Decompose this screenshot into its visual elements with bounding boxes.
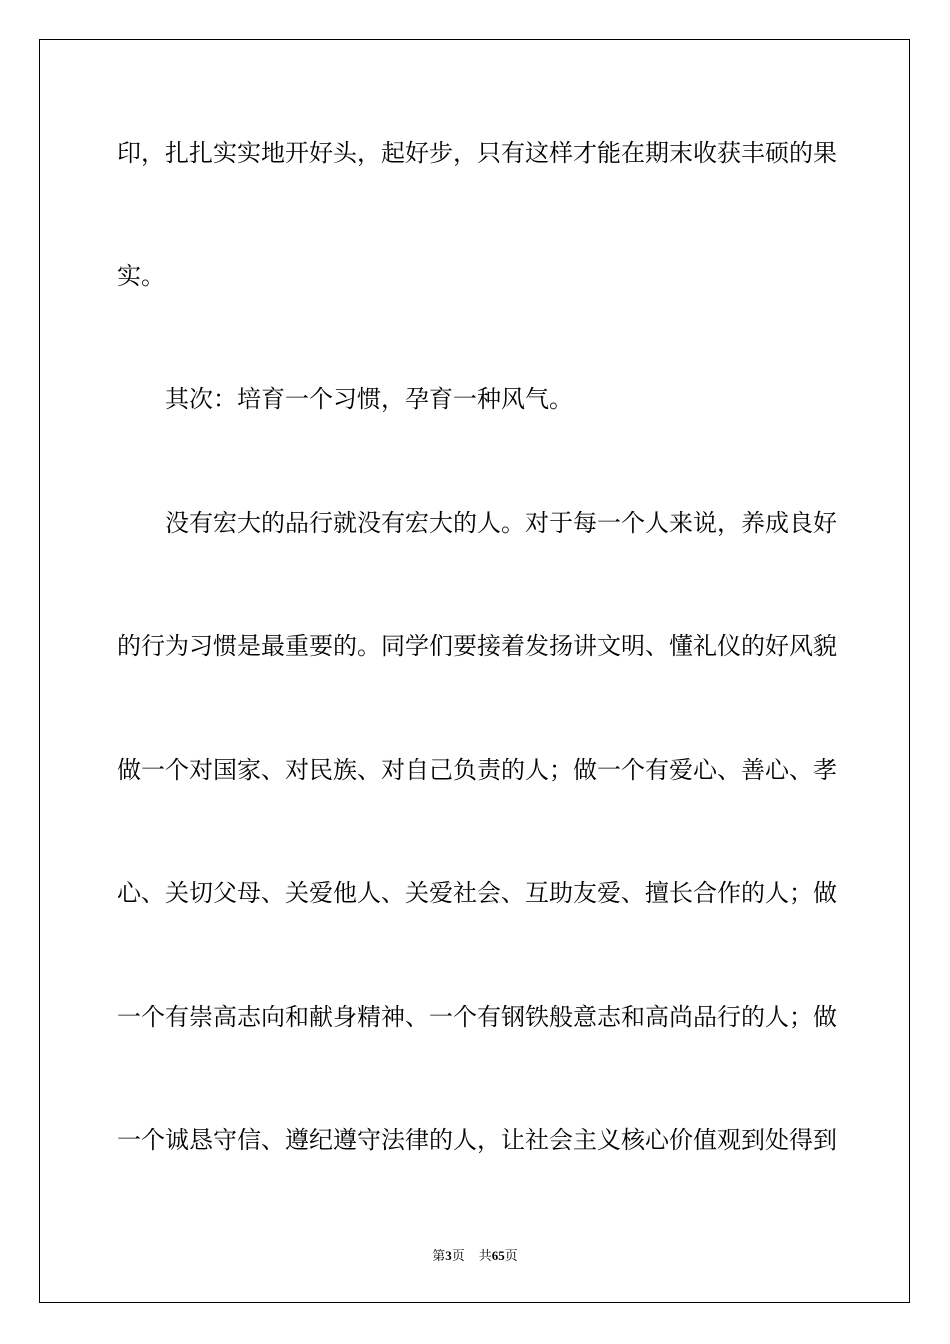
section-heading: 其次：培育一个习惯，孕育一种风气。 — [165, 385, 573, 413]
footer-page-prefix: 第 — [432, 1249, 446, 1264]
page-footer — [0, 1248, 950, 1265]
footer-total-suffix: 页 — [504, 1249, 518, 1264]
body-line-8: 一个有崇高志向和献身精神、一个有钢铁般意志和高尚品行的人；做 — [117, 1003, 837, 1031]
footer-total-prefix: 共 — [478, 1249, 492, 1264]
body-line-7: 心、关切父母、关爱他人、关爱社会、互助友爱、擅长合作的人；做 — [117, 879, 837, 907]
footer-total-pages: 65 — [491, 1248, 505, 1263]
body-line-9: 一个诚恳守信、遵纪遵守法律的人，让社会主义核心价值观到处得到 — [117, 1126, 837, 1154]
page-border — [39, 39, 910, 1303]
footer-page-number: 3 — [445, 1248, 452, 1263]
body-line-2: 实。 — [117, 262, 165, 290]
body-line-1: 印，扎扎实实地开好头，起好步，只有这样才能在期末收获丰硕的果 — [117, 139, 837, 167]
body-line-6: 做一个对国家、对民族、对自己负责的人；做一个有爱心、善心、孝 — [117, 756, 837, 784]
footer-page-suffix: 页 — [451, 1249, 465, 1264]
body-line-5: 的行为习惯是最重要的。同学们要接着发扬讲文明、懂礼仪的好风貌 — [117, 632, 837, 660]
body-line-4: 没有宏大的品行就没有宏大的人。对于每一个人来说，养成良好 — [165, 509, 837, 537]
